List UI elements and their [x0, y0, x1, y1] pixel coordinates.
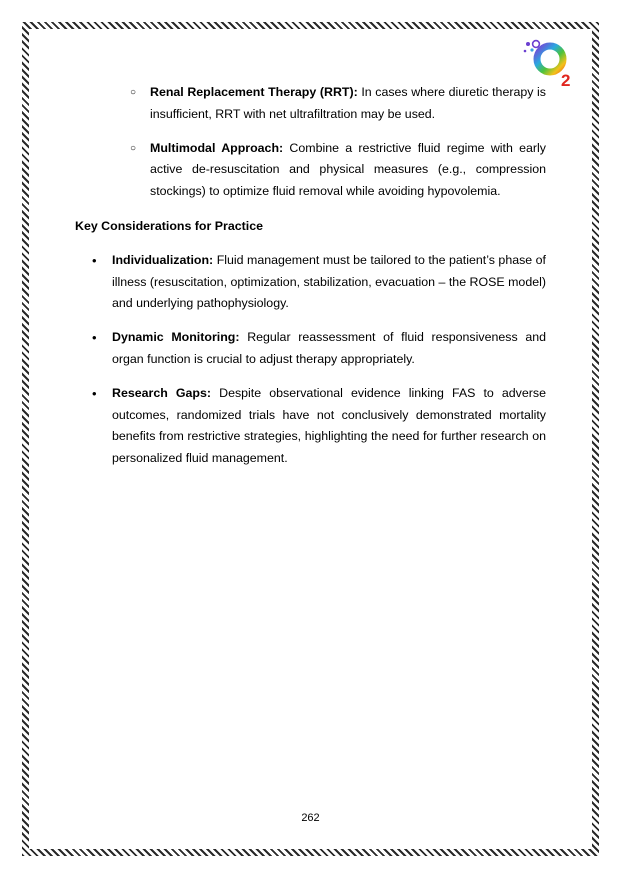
- list-item-text: Regular reassessment of fluid responsiveness and organ function is crucial to adjust therapy appropriately.: [112, 330, 547, 366]
- bullet-list: [75, 250, 546, 470]
- list-item-text: Fluid management must be tailored to the patient’s phase of illness (resuscitation, optimization, stabilization, evacuation – the ROSE model) and underlying pathophysiology.: [112, 252, 546, 311]
- list-item-term: Renal Replacement Therapy (RRT):: [150, 85, 358, 99]
- document-body: [75, 82, 546, 482]
- page-number: 262: [301, 812, 320, 824]
- section-heading: Key Considerations for Practice: [75, 219, 263, 234]
- bullet-icon: •: [92, 386, 97, 402]
- list-item: [75, 327, 546, 370]
- list-item-term: Research Gaps:: [112, 386, 212, 401]
- list-item-text: Despite observational evidence linking FAS to adverse outcomes, randomized trials have not conclusively demonstrated mortality benefits from restrictive strategies, highlighting the need for further research on personalized fluid management.: [112, 386, 546, 465]
- bullet-icon: •: [92, 252, 97, 268]
- svg-text:2: 2: [561, 71, 571, 89]
- list-item-term: Multimodal Approach:: [150, 140, 284, 155]
- list-item: [75, 250, 546, 315]
- sub-bullet-list: [75, 82, 546, 202]
- list-item-text: Combine a restrictive fluid regime with early active de-resuscitation and physical measures (e.g., compression stockings) to optimize fluid removal while avoiding hypovolemia.: [150, 140, 546, 198]
- list-item: [75, 82, 546, 125]
- hollow-circle-bullet-icon: ○: [130, 87, 137, 98]
- list-item: [75, 138, 546, 203]
- hollow-circle-bullet-icon: ○: [130, 142, 137, 154]
- list-item-text: In cases where diuretic therapy is insufficient, RRT with net ultrafiltration may be used.: [150, 85, 546, 121]
- list-item: [75, 383, 546, 469]
- bullet-icon: •: [92, 330, 97, 346]
- list-item-term: Dynamic Monitoring:: [112, 330, 240, 345]
- list-item-term: Individualization:: [112, 252, 214, 267]
